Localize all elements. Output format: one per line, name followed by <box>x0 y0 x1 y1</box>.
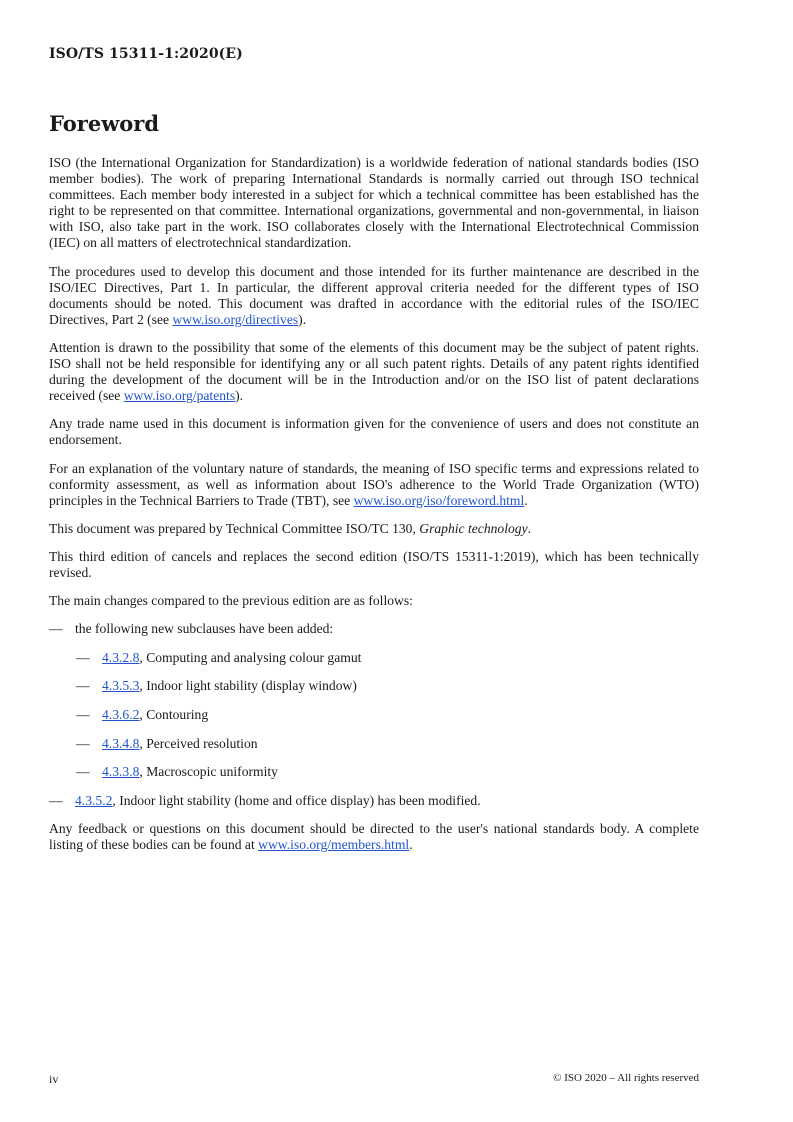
paragraph-committee <box>49 521 699 537</box>
list-item-text: the following new subclauses have been added: <box>75 621 334 637</box>
members-link[interactable]: www.iso.org/members.html <box>258 837 410 853</box>
paragraph-procedures <box>49 264 699 328</box>
sub-list-item-text: , Computing and analysing colour gamut <box>139 649 362 665</box>
page-title: Foreword <box>49 111 160 136</box>
paragraph-iso-intro: ISO (the International Organization for Standardization) is a worldwide federation of national standards bodies (ISO member bodies). The work of preparing International Standards is normally carried out through ISO technical committees. Each member body interested in a subject for which a technical committee has been established has the right to be represented on that committee. International organizations, governmental and non-governmental, in liaison with ISO, also take part in the work. ISO collaborates closely with the International Electrotechnical Commission (IEC) on all matters of electrotechnical standardization. <box>49 155 699 251</box>
page-number: iv <box>49 1072 59 1086</box>
paragraph-feedback <box>49 821 699 853</box>
sub-list-item-text: , Contouring <box>139 706 209 722</box>
dash-glyph: — <box>76 735 90 751</box>
foreword-body <box>49 155 699 866</box>
dash-glyph: — <box>76 764 90 780</box>
paragraph-voluntary-text: For an explanation of the voluntary nature of standards, the meaning of ISO specific terms and expressions related to conformity assessment, as well as information about ISO's adherence to the World Trade Organization (WTO) principles in the Technical Barriers to Trade (TBT), see <box>49 460 699 508</box>
patents-link[interactable]: www.iso.org/patents <box>123 388 236 404</box>
paragraph-patents-end: ). <box>235 388 244 404</box>
directives-link[interactable]: www.iso.org/directives <box>172 311 299 327</box>
paragraph-voluntary-nature <box>49 461 699 509</box>
paragraph-trade-name: Any trade name used in this document is information given for the convenience of users and does not constitute an endorsement. <box>49 416 699 448</box>
subclause-link[interactable]: 4.3.3.8 <box>102 764 140 780</box>
dash-glyph: — <box>76 649 90 665</box>
paragraph-main-changes: The main changes compared to the previous edition are as follows: <box>49 593 413 609</box>
page-footer <box>49 1072 699 1087</box>
dash-glyph: — <box>49 792 63 808</box>
paragraph-committee-text: This document was prepared by Technical Committee ISO/TC 130, <box>49 520 420 536</box>
subclause-link[interactable]: 4.3.5.2 <box>75 792 113 808</box>
paragraph-feedback-text: Any feedback or questions on this document should be directed to the user's national standards body. A complete listing of these bodies can be found at <box>49 821 699 853</box>
sub-list-item <box>49 707 699 723</box>
sub-list-item <box>49 764 699 780</box>
paragraph-edition: This third edition of cancels and replaces the second edition (ISO/TS 15311-1:2019), which has been technically revised. <box>49 548 699 580</box>
foreword-link[interactable]: www.iso.org/iso/foreword.html <box>353 492 525 508</box>
sub-list-item-text: , Indoor light stability (display window) <box>139 678 357 694</box>
dash-glyph: — <box>49 621 63 637</box>
sub-list-item <box>49 650 699 666</box>
subclause-link[interactable]: 4.3.4.8 <box>102 735 140 751</box>
paragraph-committee-end: . <box>527 520 532 536</box>
paragraph-voluntary-end: . <box>524 492 528 508</box>
subclause-link[interactable]: 4.3.2.8 <box>102 649 140 665</box>
sub-list-item-text: , Perceived resolution <box>139 735 258 751</box>
paragraph-feedback-end: . <box>409 837 413 853</box>
copyright-notice: © ISO 2020 – All rights reserved <box>553 1072 699 1084</box>
committee-name: Graphic technology <box>419 520 528 536</box>
paragraph-patents-text: Attention is drawn to the possibility that some of the elements of this document may be the subject of patent rights. ISO shall not be held responsible for identifying any or all such patent rights. Details of any patent rights identified during the development of the document will be in the Introduction and/or on the ISO list of patent declarations received (see <box>49 339 699 404</box>
document-id-header: ISO/TS 15311-1:2020(E) <box>49 46 243 62</box>
sub-list-item <box>49 678 699 694</box>
subclause-link[interactable]: 4.3.6.2 <box>102 706 140 722</box>
sub-list-item <box>49 736 699 752</box>
list-item-text: , Indoor light stability (home and office display) has been modified. <box>112 792 481 808</box>
sub-list-item-text: , Macroscopic uniformity <box>139 764 278 780</box>
list-item <box>49 621 699 637</box>
paragraph-procedures-text: The procedures used to develop this document and those intended for its further maintenance are described in the ISO/IEC Directives, Part 1. In particular, the different approval criteria needed for the different types of ISO documents should be noted. This document was drafted in accordance with the editorial rules of the ISO/IEC Directives, Part 2 (see <box>49 263 699 327</box>
dash-glyph: — <box>76 706 90 722</box>
paragraph-procedures-end: ). <box>298 311 307 327</box>
paragraph-patents <box>49 340 699 404</box>
subclause-link[interactable]: 4.3.5.3 <box>102 678 140 694</box>
list-item <box>49 793 699 809</box>
dash-glyph: — <box>76 678 90 694</box>
